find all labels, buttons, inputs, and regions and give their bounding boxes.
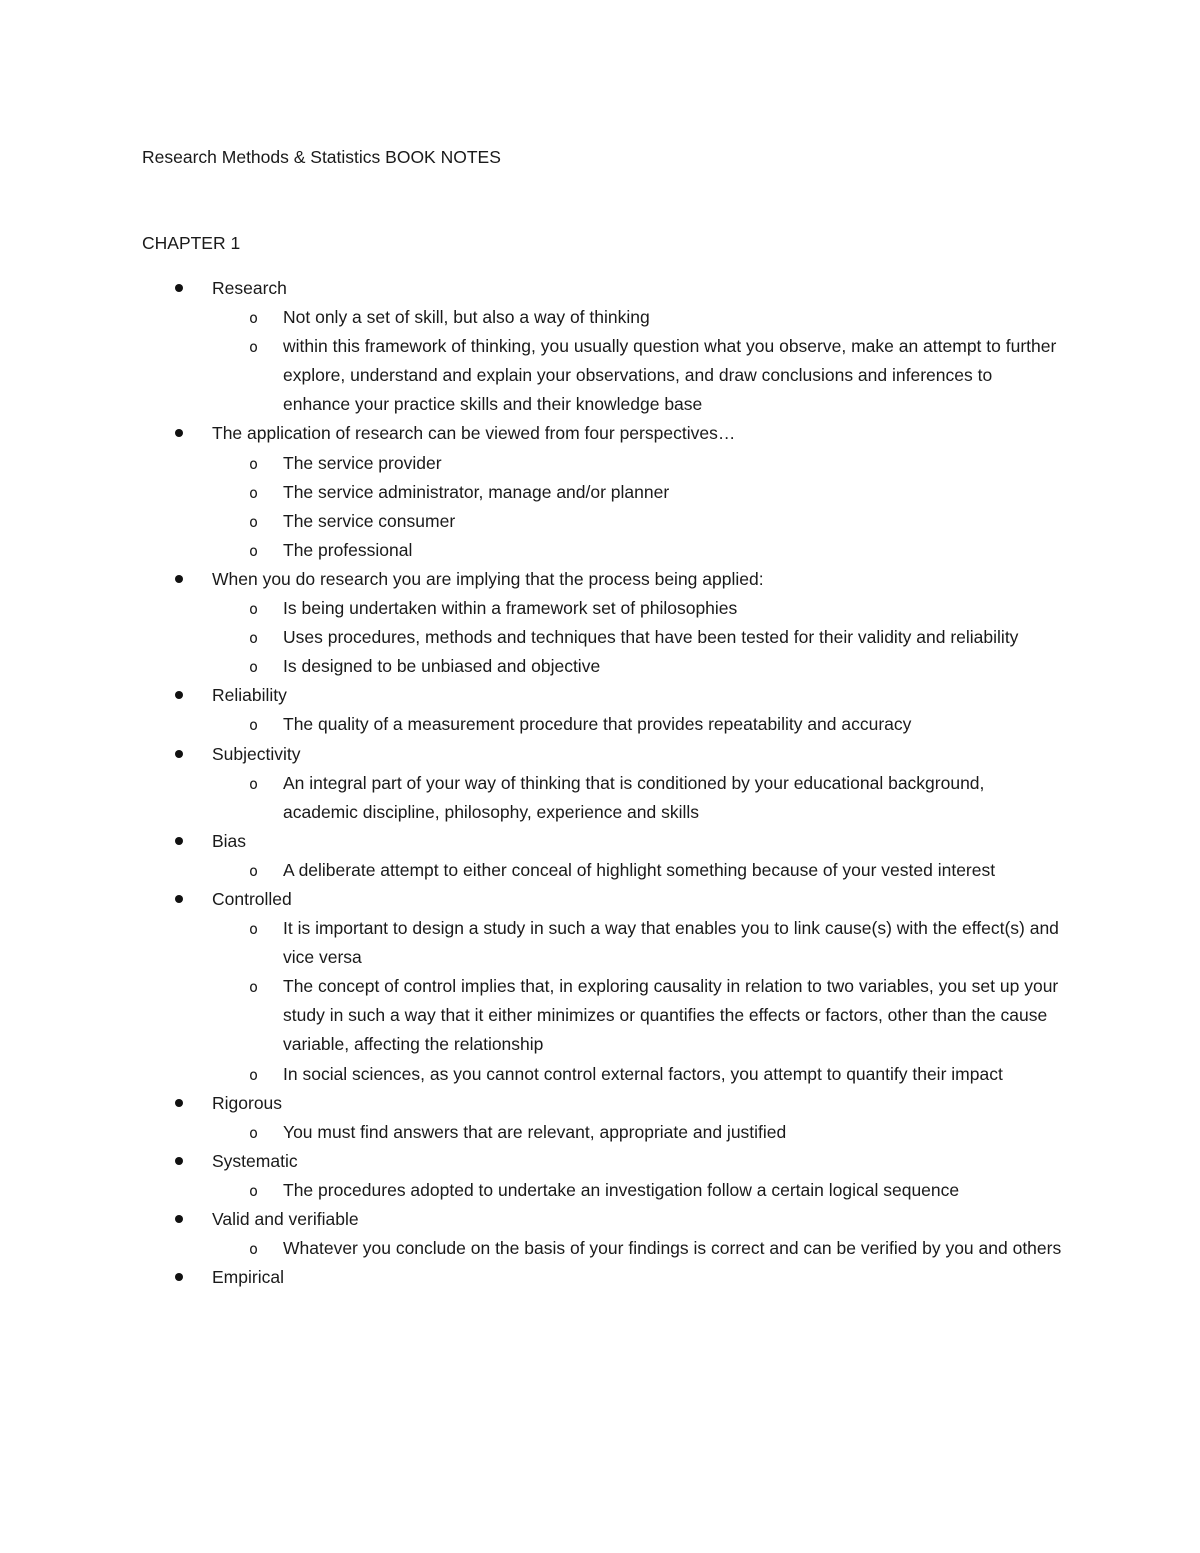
bullet-line <box>0 885 1200 914</box>
sub-list <box>0 914 1200 1089</box>
bullet-label: Subjectivity <box>212 743 301 764</box>
sub-item <box>0 710 1063 739</box>
sub-item-text: within this framework of thinking, you usually question what you observe, make an attempt to further explore, understand and explain your observations, and draw conclusions and inferences to enhance your practice skills and their knowledge base <box>283 336 1057 415</box>
sub-item-text: The professional <box>283 539 413 560</box>
sub-list <box>0 710 1200 739</box>
sub-item-text: Not only a set of skill, but also a way of thinking <box>283 307 650 328</box>
bullet-item <box>0 827 1200 885</box>
sub-item-text: The service provider <box>283 452 442 473</box>
bullet-dot-icon <box>175 1215 183 1223</box>
circle-bullet-icon: o <box>249 338 259 357</box>
bullet-item <box>0 681 1200 739</box>
bullet-item <box>0 740 1200 827</box>
circle-bullet-icon: o <box>249 1123 259 1142</box>
sub-item <box>0 332 1063 419</box>
bullet-label: Controlled <box>212 888 292 909</box>
bullet-label: Research <box>212 278 287 298</box>
sub-list <box>0 769 1200 827</box>
sub-list <box>0 594 1200 681</box>
sub-item <box>0 1176 1063 1205</box>
bullet-label: Reliability <box>212 685 287 706</box>
chapter-heading: CHAPTER 1 <box>142 233 241 253</box>
sub-item-text: It is important to design a study in such a way that enables you to link cause(s) with the effect(s) and vice versa <box>283 918 1059 968</box>
bullet-line <box>0 681 1200 710</box>
bullet-dot-icon <box>175 284 183 292</box>
bullet-label: Valid and verifiable <box>212 1209 359 1229</box>
bullet-label: When you do research you are implying that the process being applied: <box>212 568 764 589</box>
bullet-dot-icon <box>175 1157 183 1165</box>
bullet-line <box>0 1205 1200 1234</box>
bullet-dot-icon <box>175 1273 183 1281</box>
sub-item <box>0 914 1063 972</box>
sub-item <box>0 1060 1063 1089</box>
circle-bullet-icon: o <box>249 512 259 531</box>
bullet-item <box>0 274 1200 419</box>
circle-bullet-icon: o <box>249 978 259 997</box>
sub-item-text: Whatever you conclude on the basis of your findings is correct and can be verified by you and others <box>283 1238 1062 1259</box>
sub-item <box>0 536 1063 565</box>
sub-item <box>0 594 1063 623</box>
notes-list <box>0 274 1200 1292</box>
sub-list <box>0 1118 1200 1147</box>
bullet-line <box>0 274 1200 303</box>
bullet-item <box>0 565 1200 681</box>
bullet-label: Systematic <box>212 1150 298 1171</box>
sub-list <box>0 1176 1200 1205</box>
sub-item <box>0 769 1063 827</box>
document-title: Research Methods & Statistics BOOK NOTES <box>142 147 501 167</box>
sub-item <box>0 623 1063 652</box>
circle-bullet-icon: o <box>249 309 259 328</box>
sub-item <box>0 1234 1063 1263</box>
sub-list <box>0 449 1200 565</box>
sub-item <box>0 972 1063 1059</box>
sub-item <box>0 303 1063 332</box>
circle-bullet-icon: o <box>249 454 259 473</box>
bullet-item <box>0 885 1200 1089</box>
sub-item-text: The service consumer <box>283 510 456 531</box>
sub-item-text: In social sciences, as you cannot control external factors, you attempt to quantify their impact <box>283 1063 1003 1084</box>
sub-item <box>0 1118 1063 1147</box>
bullet-dot-icon <box>175 429 183 437</box>
circle-bullet-icon: o <box>249 541 259 560</box>
sub-item-text: The concept of control implies that, in exploring causality in relation to two variables, you set up your study in such a way that it either minimizes or quantifies the effects or factors, other than the cause variable, affecting the relationship <box>283 976 1059 1055</box>
bullet-dot-icon <box>175 1099 183 1107</box>
bullet-label: Bias <box>212 830 247 851</box>
bullet-line <box>0 565 1200 594</box>
bullet-line <box>0 419 1200 448</box>
sub-item <box>0 449 1063 478</box>
circle-bullet-icon: o <box>249 920 259 939</box>
circle-bullet-icon: o <box>249 716 259 735</box>
sub-item-text: The quality of a measurement procedure that provides repeatability and accuracy <box>283 714 912 735</box>
sub-item-text: The service administrator, manage and/or planner <box>283 481 670 502</box>
circle-bullet-icon: o <box>249 861 259 880</box>
sub-item <box>0 856 1063 885</box>
sub-list <box>0 303 1200 419</box>
bullet-line <box>0 827 1200 856</box>
bullet-line <box>0 740 1200 769</box>
bullet-line <box>0 1263 1200 1292</box>
circle-bullet-icon: o <box>249 629 259 648</box>
sub-item-text: Uses procedures, methods and techniques that have been tested for their validity and reliability <box>283 627 1019 648</box>
circle-bullet-icon: o <box>249 1065 259 1084</box>
sub-item-text: An integral part of your way of thinking that is conditioned by your educational background, academic discipline, philosophy, experience and skills <box>283 772 985 822</box>
circle-bullet-icon: o <box>249 600 259 619</box>
bullet-dot-icon <box>175 895 183 903</box>
sub-item-text: The procedures adopted to undertake an investigation follow a certain logical sequence <box>283 1179 960 1200</box>
bullet-line <box>0 1089 1200 1118</box>
circle-bullet-icon: o <box>249 483 259 502</box>
sub-item-text: Is designed to be unbiased and objective <box>283 656 601 677</box>
bullet-label: The application of research can be viewed from four perspectives… <box>212 423 736 444</box>
sub-item-text: You must find answers that are relevant, appropriate and justified <box>283 1121 787 1142</box>
bullet-label: Rigorous <box>212 1092 283 1113</box>
bullet-dot-icon <box>175 575 183 583</box>
circle-bullet-icon: o <box>249 1181 259 1200</box>
sub-list <box>0 1234 1200 1263</box>
bullet-label: Empirical <box>212 1267 284 1288</box>
bullet-dot-icon <box>175 691 183 699</box>
bullet-dot-icon <box>175 837 183 845</box>
circle-bullet-icon: o <box>249 658 259 677</box>
sub-item-text: Is being undertaken within a framework set of philosophies <box>283 598 738 619</box>
circle-bullet-icon: o <box>249 1240 259 1259</box>
bullet-item <box>0 1205 1200 1263</box>
sub-item <box>0 507 1063 536</box>
sub-item-text: A deliberate attempt to either conceal of highlight something because of your vested interest <box>283 859 996 880</box>
bullet-item <box>0 1263 1200 1292</box>
bullet-item <box>0 419 1200 564</box>
bullet-dot-icon <box>175 750 183 758</box>
bullet-line <box>0 1147 1200 1176</box>
circle-bullet-icon: o <box>249 774 259 793</box>
bullet-item <box>0 1089 1200 1147</box>
sub-item <box>0 478 1063 507</box>
bullet-item <box>0 1147 1200 1205</box>
sub-list <box>0 856 1200 885</box>
sub-item <box>0 652 1063 681</box>
